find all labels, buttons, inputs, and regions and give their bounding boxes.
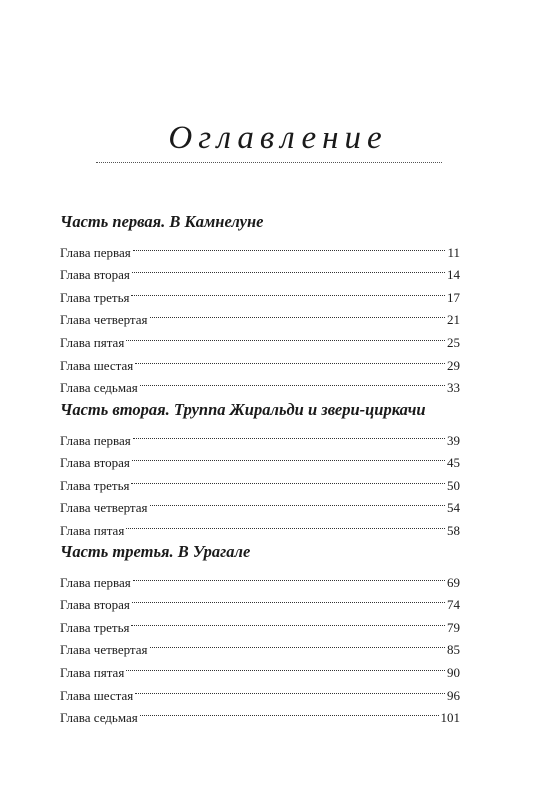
chapter-label: Глава четвертая: [60, 312, 148, 328]
chapter-label: Глава вторая: [60, 455, 130, 471]
dot-leader: [132, 445, 445, 468]
dot-leader: [132, 587, 445, 610]
chapter-label: Глава третья: [60, 289, 130, 305]
chapter-label: Глава третья: [60, 619, 130, 635]
page-number: 50: [447, 477, 460, 493]
title-divider: [96, 162, 442, 163]
page-number: 58: [447, 522, 460, 538]
page-number: 17: [447, 289, 460, 305]
page-number: 54: [447, 500, 460, 516]
dot-leader: [133, 234, 446, 257]
chapter-label: Глава четвертая: [60, 642, 148, 658]
dot-leader: [131, 279, 445, 302]
chapter-label: Глава вторая: [60, 597, 130, 613]
chapter-label: Глава вторая: [60, 267, 130, 283]
chapter-label: Глава первая: [60, 244, 131, 260]
chapter-label: Глава пятая: [60, 522, 125, 538]
chapter-label: Глава третья: [60, 477, 130, 493]
toc-entry[interactable]: [60, 564, 460, 590]
dot-leader: [140, 370, 445, 393]
page-number: 74: [447, 597, 460, 613]
page-number: 69: [447, 574, 460, 590]
page-number: 21: [447, 312, 460, 328]
toc-part-3: [60, 540, 460, 726]
chapter-label: Глава пятая: [60, 334, 125, 350]
dot-leader: [132, 257, 445, 280]
page-number: 33: [447, 380, 460, 396]
page-number: 11: [447, 244, 460, 260]
dot-leader: [135, 347, 445, 370]
chapter-label: Глава первая: [60, 432, 131, 448]
page-number: 14: [447, 267, 460, 283]
dot-leader: [126, 654, 445, 677]
page-title: Оглавление: [168, 120, 388, 156]
page-number: 85: [447, 642, 460, 658]
chapter-label: Глава седьмая: [60, 710, 138, 726]
dot-leader: [150, 490, 445, 513]
chapter-label: Глава шестая: [60, 357, 134, 373]
dot-leader: [131, 467, 445, 490]
dot-leader: [131, 609, 445, 632]
dot-leader: [126, 324, 445, 347]
chapter-label: Глава четвертая: [60, 500, 148, 516]
chapter-label: Глава седьмая: [60, 380, 138, 396]
toc-entry[interactable]: [60, 234, 460, 260]
dot-leader: [150, 632, 445, 655]
dot-leader: [133, 564, 445, 587]
page-number: 96: [447, 687, 460, 703]
page-number: 39: [447, 432, 460, 448]
chapter-label: Глава шестая: [60, 687, 134, 703]
page-number: 79: [447, 619, 460, 635]
chapter-label: Глава первая: [60, 574, 131, 590]
page-number: 45: [447, 455, 460, 471]
page-number: 29: [447, 357, 460, 373]
dot-leader: [140, 700, 439, 723]
dot-leader: [133, 422, 445, 445]
page-number: 90: [447, 664, 460, 680]
dot-leader: [135, 677, 445, 700]
page-number: 101: [440, 710, 460, 726]
toc-part-2: [60, 398, 460, 538]
part-heading: Часть первая. В Камнелуне: [60, 212, 264, 231]
part-heading: Часть третья. В Урагале: [60, 542, 251, 561]
part-heading: Часть вторая. Труппа Жиральди и звери-циркачи: [60, 400, 426, 419]
dot-leader: [150, 302, 445, 325]
toc-entry[interactable]: [60, 422, 460, 448]
page-number: 25: [447, 334, 460, 350]
dot-leader: [126, 512, 445, 535]
chapter-label: Глава пятая: [60, 664, 125, 680]
toc-part-1: [60, 210, 460, 396]
